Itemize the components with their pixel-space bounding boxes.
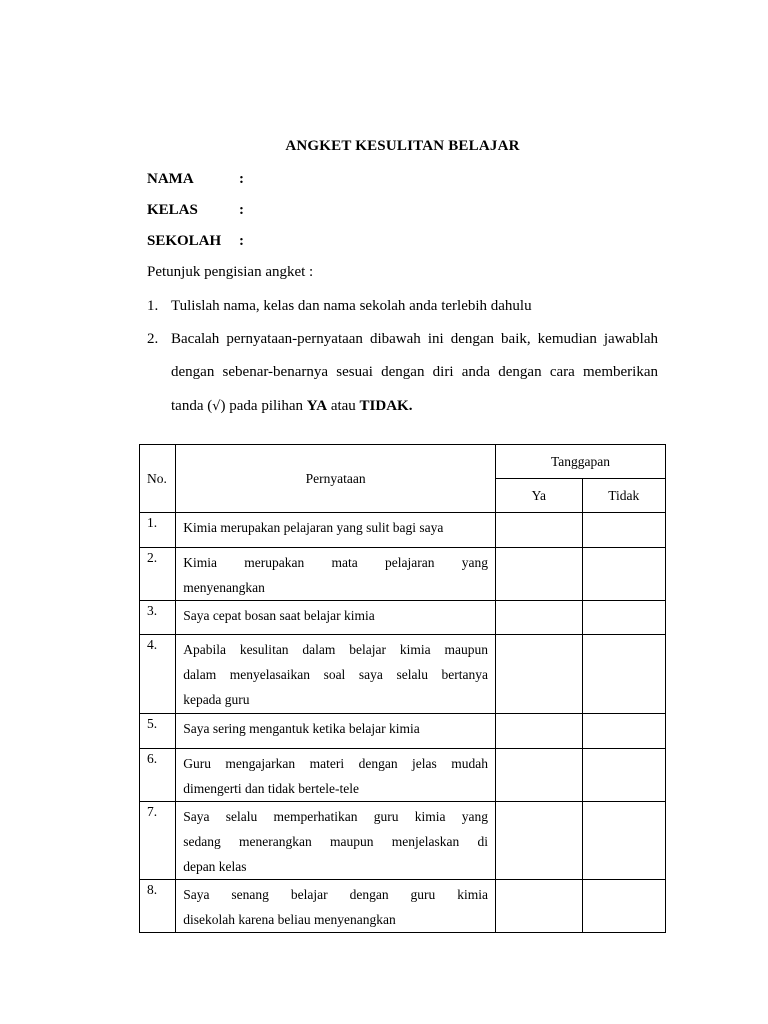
statement-line: disekolah karena beliau menyenangkan: [183, 912, 396, 927]
step-text-line: Bacalah pernyataan-pernyataan dibawah ini dengan baik, kemudian jawablah: [171, 331, 658, 347]
row-number: 5.: [140, 714, 176, 749]
response-ya-cell[interactable]: [496, 749, 582, 802]
step-text-fragment: atau: [327, 398, 360, 414]
header-statement: Pernyataan: [176, 445, 496, 513]
response-ya-cell[interactable]: [496, 714, 582, 749]
response-tidak-cell[interactable]: [582, 513, 666, 548]
statement-line: Kimia merupakan mata pelajaran yang: [183, 555, 489, 570]
statement-cell: [176, 714, 496, 749]
field-kelas: [147, 202, 244, 219]
statement-line: Kimia merupakan pelajaran yang sulit bagi saya: [183, 520, 444, 535]
questionnaire-table: [139, 444, 666, 933]
table-row: [140, 714, 666, 749]
checkmark-icon: √: [212, 399, 221, 414]
table-row: [140, 880, 666, 933]
response-tidak-cell[interactable]: [582, 880, 666, 933]
field-label: NAMA: [147, 171, 194, 187]
header-ya: Ya: [496, 479, 582, 513]
step-text-fragment: tanda (: [171, 398, 213, 414]
statement-line: Saya selalu memperhatikan guru kimia yang: [183, 809, 489, 824]
step-text-line: [171, 398, 658, 431]
statement-line: menyenangkan: [183, 580, 265, 595]
response-tidak-cell[interactable]: [582, 714, 666, 749]
table-row: [140, 601, 666, 635]
step-text: Tulislah nama, kelas dan nama sekolah anda terlebih dahulu: [171, 298, 532, 314]
response-tidak-cell[interactable]: [582, 635, 666, 714]
field-nama: [147, 171, 244, 188]
header-no: No.: [140, 445, 176, 513]
header-tidak: Tidak: [582, 479, 666, 513]
statement-cell: [176, 635, 496, 714]
table-row: [140, 635, 666, 714]
statement-line: depan kelas: [183, 859, 247, 874]
statement-line: Saya senang belajar dengan guru kimia: [183, 887, 489, 902]
field-colon: :: [239, 233, 244, 249]
statement-line: kepada guru: [183, 692, 250, 707]
response-ya-cell[interactable]: [496, 880, 582, 933]
field-colon: :: [239, 171, 244, 187]
statement-line: sedang menerangkan maupun menjelaskan di: [183, 834, 489, 849]
step-number: 1.: [147, 298, 159, 314]
header-response-group: Tanggapan: [496, 445, 666, 479]
field-label: SEKOLAH: [147, 233, 222, 249]
statement-line: Apabila kesulitan dalam belajar kimia maupun: [183, 642, 489, 657]
row-number: 2.: [140, 548, 176, 601]
statement-cell: [176, 601, 496, 635]
response-ya-cell[interactable]: [496, 601, 582, 635]
row-number: 3.: [140, 601, 176, 635]
step-number: 2.: [147, 331, 159, 347]
statement-cell: [176, 880, 496, 933]
option-tidak: TIDAK.: [359, 398, 413, 414]
response-tidak-cell[interactable]: [582, 601, 666, 635]
statement-cell: [176, 513, 496, 548]
table-row: [140, 749, 666, 802]
step-text-fragment: ) pada pilihan: [220, 398, 307, 414]
statement-line: Saya cepat bosan saat belajar kimia: [183, 608, 375, 623]
response-ya-cell[interactable]: [496, 635, 582, 714]
response-ya-cell[interactable]: [496, 548, 582, 601]
statement-cell: [176, 802, 496, 880]
response-ya-cell[interactable]: [496, 513, 582, 548]
row-number: 7.: [140, 802, 176, 880]
response-ya-cell[interactable]: [496, 802, 582, 880]
response-tidak-cell[interactable]: [582, 749, 666, 802]
statement-line: dimengerti dan tidak bertele-tele: [183, 781, 359, 796]
row-number: 4.: [140, 635, 176, 714]
row-number: 6.: [140, 749, 176, 802]
option-ya: YA: [306, 398, 328, 414]
statement-cell: [176, 548, 496, 601]
row-number: 8.: [140, 880, 176, 933]
row-number: 1.: [140, 513, 176, 548]
statement-cell: [176, 749, 496, 802]
table-row: [140, 513, 666, 548]
statement-line: Guru mengajarkan materi dengan jelas mudah: [183, 756, 489, 771]
field-sekolah: [147, 233, 244, 250]
page-title: ANGKET KESULITAN BELAJAR: [285, 138, 520, 154]
table-row: [140, 548, 666, 601]
statement-line: dalam menyelasaikan soal saya selalu bertanya: [183, 667, 489, 682]
table-header-row: [140, 445, 666, 479]
response-tidak-cell[interactable]: [582, 802, 666, 880]
step-text-line: dengan sebenar-benarnya sesuai dengan diri anda dengan cara memberikan: [171, 364, 658, 380]
statement-line: Saya sering mengantuk ketika belajar kimia: [183, 721, 420, 736]
field-colon: :: [239, 202, 244, 218]
field-label: KELAS: [147, 202, 198, 218]
table-row: [140, 802, 666, 880]
response-tidak-cell[interactable]: [582, 548, 666, 601]
instructions-heading: Petunjuk pengisian angket :: [147, 264, 314, 280]
